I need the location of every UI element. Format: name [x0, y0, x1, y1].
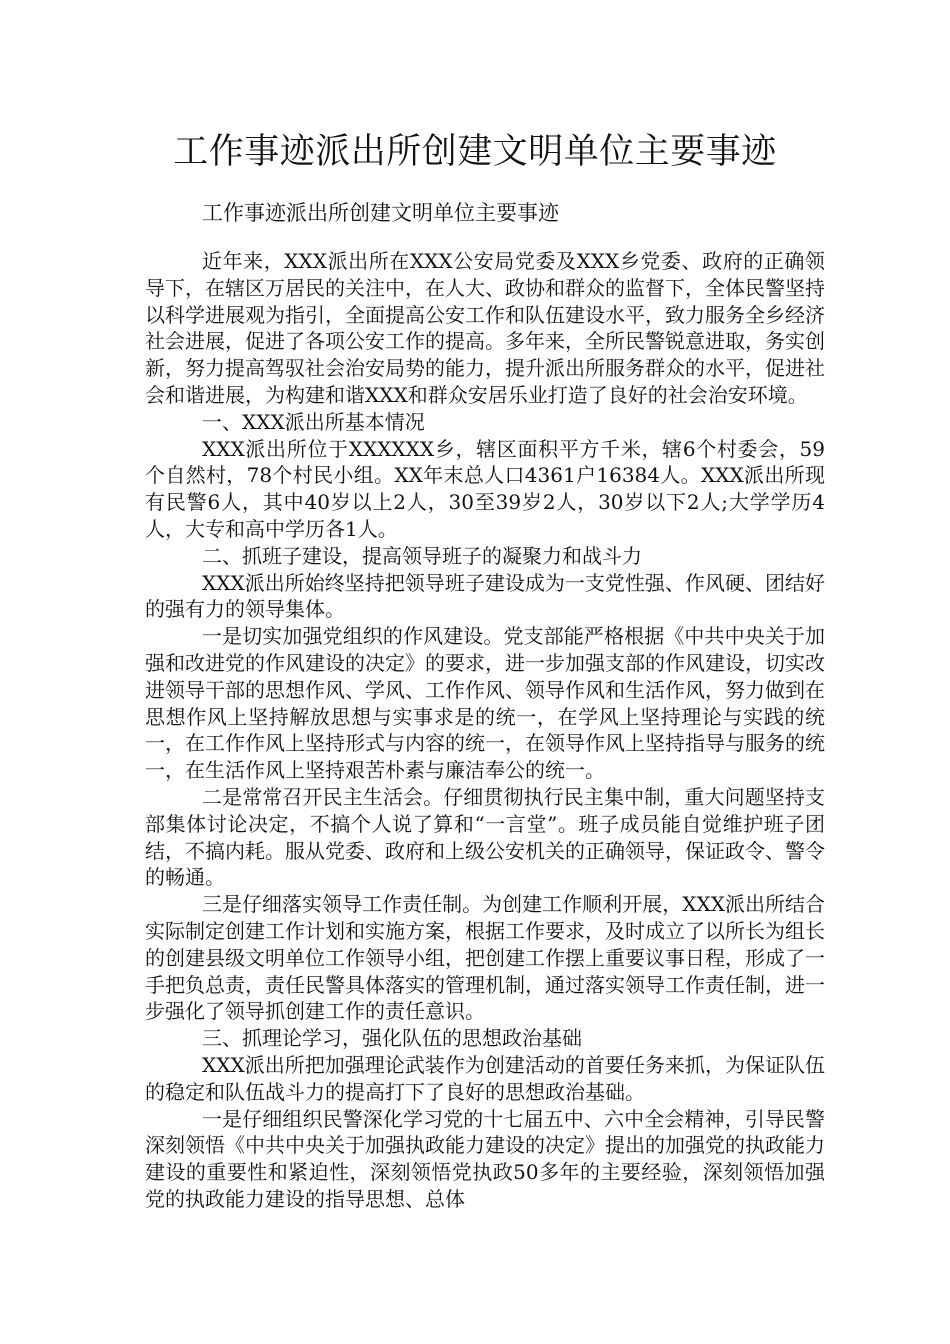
document-subtitle: 工作事迹派出所创建文明单位主要事迹: [202, 201, 559, 225]
paragraph-democratic-meetings: 二是常常召开民主生活会。仔细贯彻执行民主集中制，重大问题坚持支部集体讨论决定，不搞个人说了算和“一言堂”。班子成员能自觉维护班子团结，不搞内耗。服从党委、政府和上级公安机关的正确领导，保证政令、警令的畅通。: [145, 784, 825, 890]
document-title: 工作事迹派出所创建文明单位主要事迹: [173, 132, 777, 172]
section-heading-1: 一、XXX派出所基本情况: [202, 409, 425, 434]
paragraph-intro: 近年来，XXX派出所在XXX公安局党委及XXX乡党委、政府的正确领导下，在辖区万居民的关注中，在人大、政协和群众的监督下，全体民警坚持以科学进展观为指引，全面提高公安工作和队伍建设水平，致力服务全乡经济社会进展，促进了各项公安工作的提高。多年来，全所民警锐意进取，务实创新，努力提高驾驭社会治安局势的能力，提升派出所服务群众的水平，促进社会和谐进展，为构建和谐XXX和群众安居乐业打造了良好的社会治安环境。: [145, 249, 825, 407]
paragraph-plenary-study: 一是仔细组织民警深化学习党的十七届五中、六中全会精神，引导民警深刻领悟《中共中央关于加强执政能力建设的决定》提出的加强党的执政能力建设的重要性和紧迫性，深刻领悟党执政50多年的主要经验，深刻领悟加强党的执政能力建设的指导思想、总体: [145, 1106, 825, 1211]
section-heading-2: 二、抓班子建设，提高领导班子的凝聚力和战斗力: [202, 543, 642, 568]
document-body: [145, 248, 825, 1213]
paragraph-theory-study: XXX派出所把加强理论武装作为创建活动的首要任务来抓，为保证队伍的稳定和队伍战斗力的提高打下了良好的思想政治基础。: [145, 1052, 825, 1104]
paragraph-basic-info: XXX派出所位于XXXXXX乡，辖区面积平方千米，辖6个村委会，59个自然村，78个村民小组。XX年末总人口4361户16384人。XXX派出所现有民警6人，其中40岁以上2人，30至39岁2人，30岁以下2人;大学学历4人，大专和高中学历各1人。: [145, 436, 825, 541]
paragraph-leadership: XXX派出所始终坚持把领导班子建设成为一支党性强、作风硬、团结好的强有力的领导集体。: [145, 570, 825, 622]
paragraph-style-building: 一是切实加强党组织的作风建设。党支部能严格根据《中共中央关于加强和改进党的作风建设的决定》的要求，进一步加强支部的作风建设，切实改进领导干部的思想作风、学风、工作作风、领导作风和生活作风，努力做到在思想作风上坚持解放思想与实事求是的统一，在学风上坚持理论与实践的统一，在工作作风上坚持形式与内容的统一，在领导作风上坚持指导与服务的统一，在生活作风上坚持艰苦朴素与廉洁奉公的统一。: [145, 624, 825, 783]
paragraph-responsibility: 三是仔细落实领导工作责任制。为创建工作顺利开展，XXX派出所结合实际制定创建工作计划和实施方案，根据工作要求，及时成立了以所长为组长的创建县级文明单位工作领导小组，把创建工作摆上重要议事日程，形成了一手把负总责，责任民警具体落实的管理机制，通过落实领导工作责任制，进一步强化了领导抓创建工作的责任意识。: [145, 892, 825, 1024]
section-heading-3: 三、抓理论学习，强化队伍的思想政治基础: [202, 1026, 582, 1051]
